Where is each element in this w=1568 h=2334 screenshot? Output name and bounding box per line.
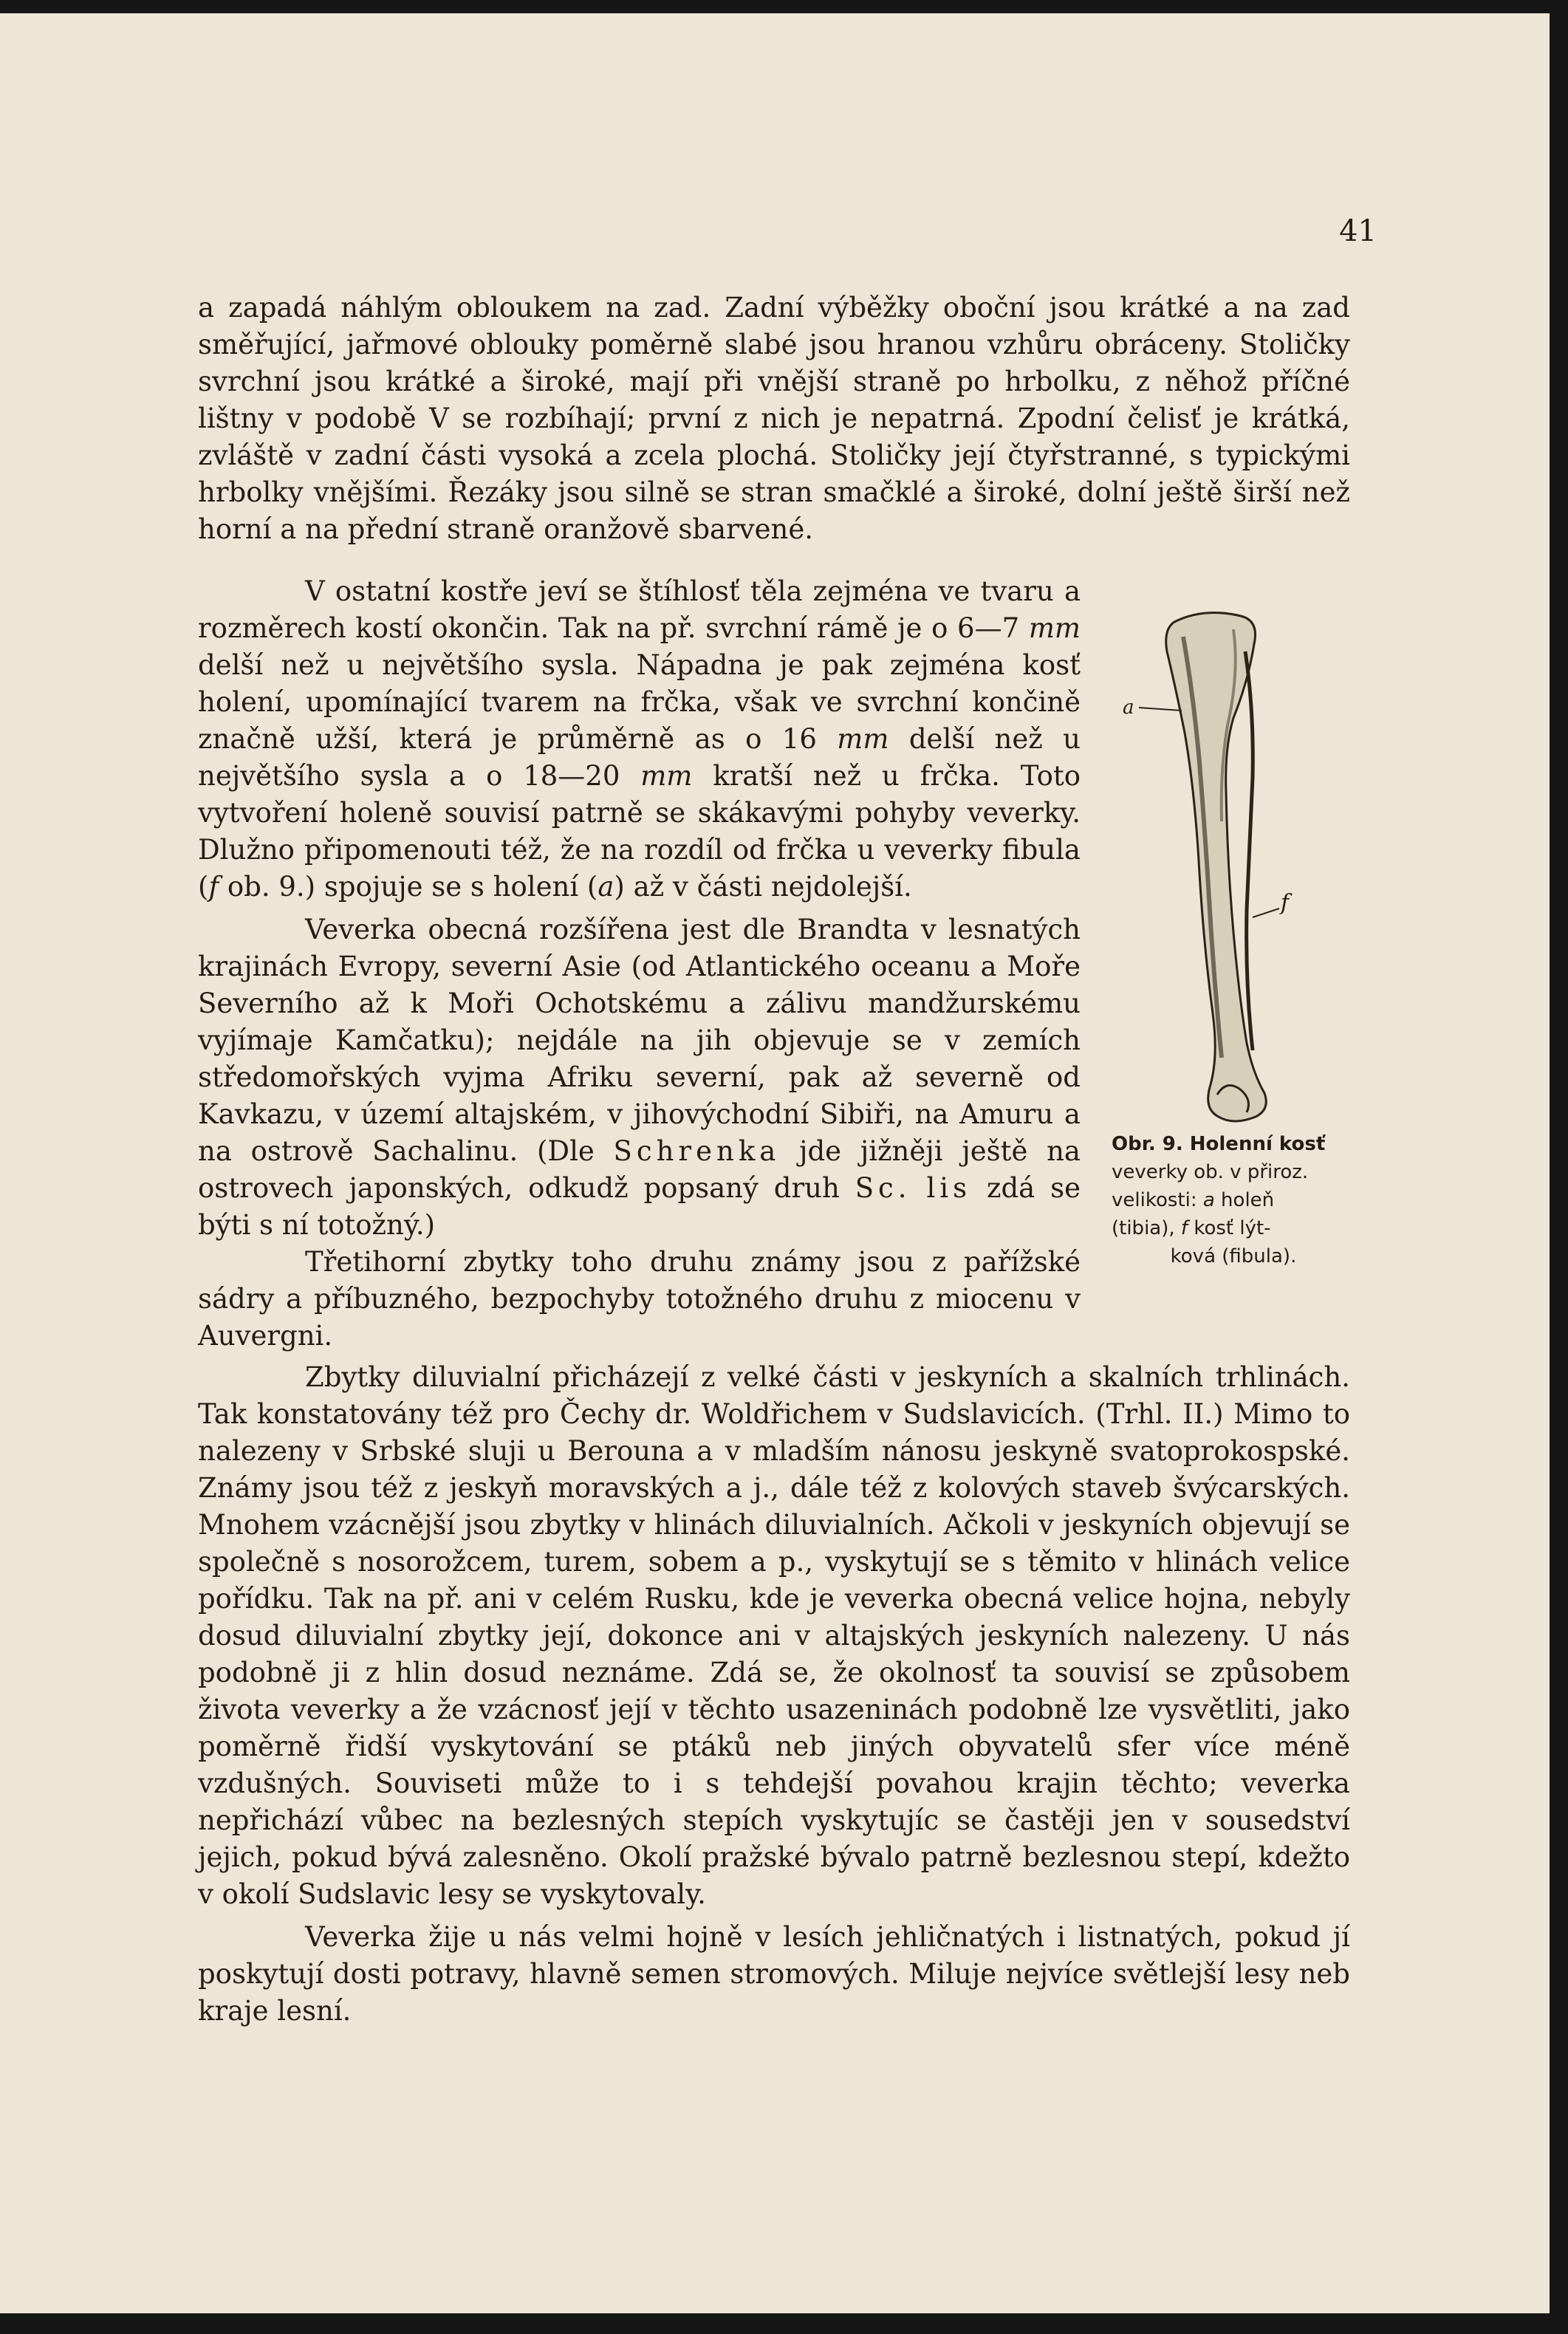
caption-line: holeň (1214, 1189, 1275, 1211)
text-line: lištny v podobě V se rozbíhají; první z nich je nepatrná. Zpodní čelisť je krátká, (198, 403, 1350, 434)
page-number: 41 (1339, 214, 1377, 248)
caption-ref-f: f (1180, 1217, 1188, 1239)
caption-title: Obr. 9. Holenní kosť (1112, 1133, 1326, 1155)
text-line: hrbolky vnějšími. Řezáky jsou silně se stran smačklé a široké, dolní ještě širší než (198, 476, 1350, 508)
leader-line-f (1253, 908, 1279, 917)
unit-mm: mm (1028, 612, 1081, 644)
tibia-figure (1123, 600, 1359, 1132)
text-block-top (198, 290, 1350, 548)
paragraph-distribution (198, 911, 1081, 1244)
caption-line: veverky ob. v přiroz. (1112, 1161, 1309, 1183)
text-run: V ostatní kostře jeví se štíhlosť těla zejména ve tvaru a rozměrech kostí okončin. Tak na př. svrchní rámě je o 6—7 (198, 575, 1081, 644)
text-line: horní a na přední straně oranžově sbarvené. (198, 513, 814, 545)
text-run: zdá se býti s ní totožný.) (198, 1172, 1081, 1241)
leader-line-a (1139, 708, 1182, 711)
fig-ref-a: a (598, 871, 614, 903)
text-line: směřující, jařmové oblouky poměrně slabé jsou hranou vzhůru obráceny. Stoličky (198, 329, 1350, 360)
text-run: Veverka obecná rozšířena jest dle Brandta v lesnatých krajinách Evropy, severní Asie (od Atlantického oceanu a Moře Severního až k Moři Ochotskému a zálivu mandžurskému vyjímaje Kamčatku); nejdále na jih objevuje se v zemích středomořských vyjma Afriku severní, pak až severně od Kavkazu, v území altajském, v jihovýchodní Sibiři, na Amuru a na ostrově Sachalinu. (Dle (198, 914, 1081, 1167)
scan-border-right (1550, 0, 1568, 2334)
figure-caption (1112, 1130, 1355, 1270)
text-line: zvláště v zadní části vysoká a zcela plochá. Stoličky její čtyřstranné, s typickými (198, 439, 1350, 471)
caption-line: ková (fibula). (1170, 1245, 1297, 1267)
author-name: Schrenka (613, 1135, 781, 1167)
paragraph-diluvial: Zbytky diluvialní přicházejí z velké části v jeskyních a skalních trhlinách. Tak konstatovány též pro Čechy dr. Woldřichem v Sudslavicích. (Trhl. II.) Mimo to nalezeny v Srbské sluji u Berouna a v mladším nánosu jeskyně svatoprokospské. Známy jsou též z jeskyň moravských a j., dále též z kolových staveb švýcarských. Mnohem vzácnější jsou zbytky v hlinách diluvialních. Ačkoli v jeskyních objevují se společně s nosorožcem, turem, sobem a p., vyskytují se s těmito v hlinách velice pořídku. Tak na př. ani v celém Rusku, kde je veverka obecná velice hojna, nebyly dosud diluvialní zbytky její, dokonce ani v altajských jeskyních nalezeny. U nás podobně ji z hlin dosud neznáme. Zdá se, že okolnosť ta souvisí se způsobem života veverky a že vzácnosť její v těchto usazeninách podobně lze vysvětliti, jako poměrně řidší vyskytování se ptáků neb jiných obyvatelů sfer více méně vzdušných. Souviseti může to i s tehdejší povahou krajin těchto; veverka nepřichází vůbec na bezlesných stepích vyskytujíc se častěji jen v sousedství jejich, pokud bývá zalesněno. Okolí pražské bývalo patrně bezlesnou stepí, kdežto v okolí Sudslavic lesy se vyskytovaly. (198, 1361, 1350, 1910)
fibula-bone (1245, 651, 1253, 1050)
fig-ref-f: f (208, 871, 219, 903)
text-run: ) až v části nejdolejší. (614, 871, 912, 903)
scan-border-top (0, 0, 1568, 13)
text-run: ob. 9.) spojuje se s holení ( (219, 871, 598, 903)
text-line: svrchní jsou krátké a široké, mají při vnější straně po hrbolku, z něhož příčné (198, 366, 1350, 397)
genus-abbrev: Sc. (855, 1172, 911, 1204)
caption-ref-a: a (1202, 1189, 1215, 1211)
caption-line: (tibia), (1112, 1217, 1181, 1239)
text-block-column (198, 573, 1081, 1355)
paragraph-tertiary: Třetihorní zbytky toho druhu známy jsou z pařížské sádry a příbuzného, bezpochyby totožného druhu z miocenu v Auvergni. (198, 1246, 1081, 1352)
paragraph-habitat: Veverka žije u nás velmi hojně v lesích jehličnatých i listnatých, pokud jí poskytují dosti potravy, hlavně semen stromových. Miluje nejvíce světlejší lesy neb kraje lesní. (198, 1921, 1350, 2027)
text-run: delší než u největšího sysla. Nápadna je pak zejména kosť holení, upomínající tvarem na frčka, však ve svrchní končině značně užší, která je průměrně as o 16 (198, 649, 1081, 755)
scan-border-bottom (0, 2313, 1568, 2334)
text-line: a zapadá náhlým obloukem na zad. Zadní výběžky oboční jsou krátké a na zad (198, 292, 1350, 324)
unit-mm: mm (837, 723, 889, 755)
paragraph-skeleton (198, 573, 1081, 906)
unit-mm: mm (640, 760, 693, 792)
figure-label-a: a (1123, 697, 1134, 719)
figure-label-f: f (1281, 890, 1290, 916)
text-run: kratší než u frčka. Toto vytvoření holeně souvisí patrně se skákavými pohyby veverky. Dlužno připomenouti též, že na rozdíl od frčka u veverky fibula ( (198, 760, 1081, 903)
caption-line: kosť lýt- (1188, 1217, 1271, 1239)
text-run: jde jižněji ještě na ostrovech japonských, odkudž popsaný druh (198, 1135, 1081, 1204)
text-run: delší než u největšího sysla a o 18—20 (198, 723, 1081, 792)
caption-line: velikosti: (1112, 1189, 1203, 1211)
text-block-bottom (198, 1359, 1350, 2030)
species-name: lis (926, 1172, 972, 1204)
